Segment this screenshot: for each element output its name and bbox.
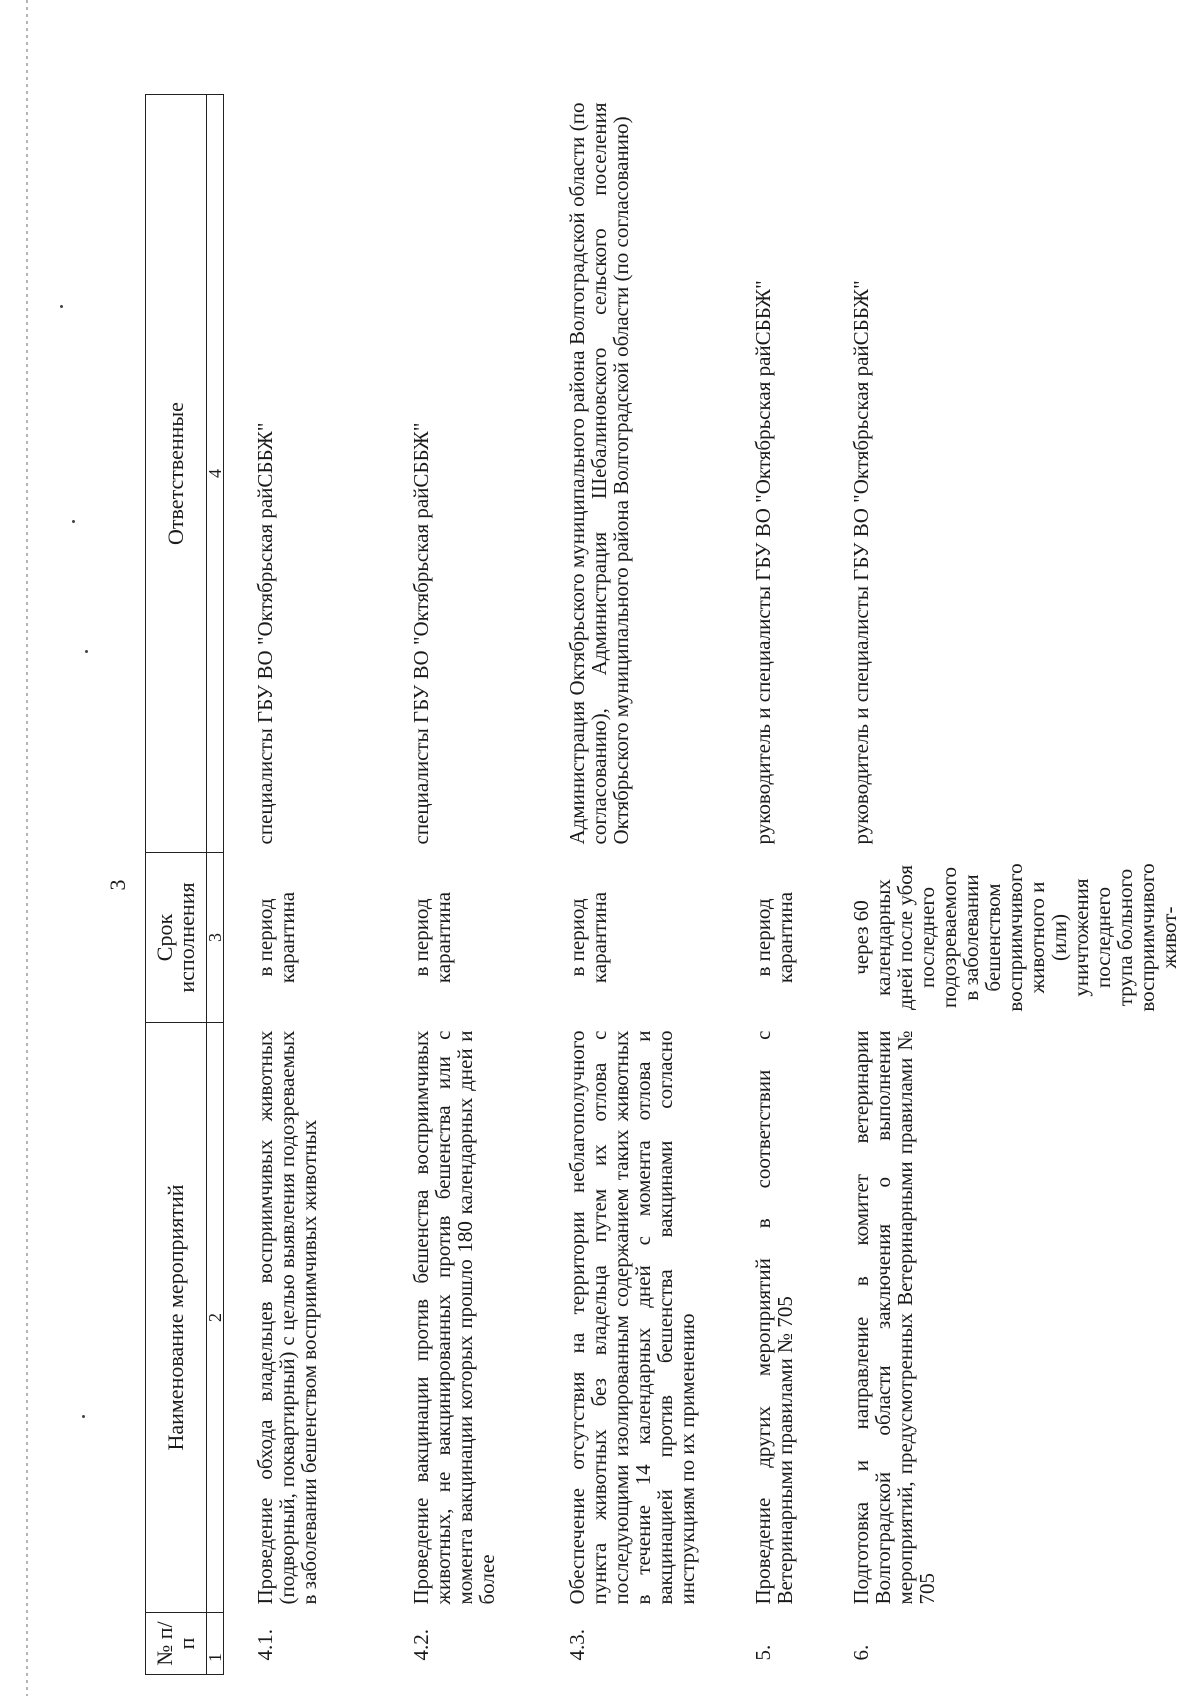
scan-edge-shadow <box>26 0 28 1696</box>
row-deadline: в период карантина <box>751 891 797 984</box>
row-measure: Проведение обхода владельцев восприимчивых животных (подворный, поквартирный) с целью выявления подозреваемых в заболевании бешенством восприимчивых животных <box>253 1030 321 1605</box>
row-responsible: руководитель и специалисты ГБУ ВО "Октябрьская райСББЖ" <box>849 280 873 845</box>
row-number: 4.2. <box>409 1629 433 1661</box>
column-number: 4 <box>207 95 224 853</box>
scan-speck <box>82 1415 85 1418</box>
header-measures: Наименование мероприятий <box>146 1023 207 1613</box>
row-measure: Подготовка и направление в комитет ветеринарии Волгоградской области заключения о выполнении мероприятий, предусмотренных Ветеринарными правилами № 705 <box>849 1030 939 1605</box>
header-responsible: Ответственные <box>146 95 207 853</box>
row-responsible: специалисты ГБУ ВО "Октябрьская райСББЖ" <box>409 422 433 845</box>
row-measure: Проведение других мероприятий в соответствии с Ветеринарными правилами № 705 <box>751 1030 797 1605</box>
table-row <box>746 95 844 1675</box>
column-number: 1 <box>207 1613 224 1675</box>
table-column-numbers-row <box>207 95 224 1675</box>
row-number: 6. <box>849 1644 873 1661</box>
row-deadline: в период карантина <box>253 891 299 984</box>
table-header-row <box>146 95 207 1675</box>
row-responsible: специалисты ГБУ ВО "Октябрьская райСББЖ" <box>253 422 277 845</box>
measures-table <box>145 94 1180 1675</box>
row-number: 4.1. <box>253 1629 277 1661</box>
rotated-document-page <box>105 95 1185 1675</box>
row-measure: Обеспечение отсутствия на территории неблагополучного пункта животных без владельца путем их отлова с последующими изолированным содержанием таких животных в течение 14 календарных дней с момента отлова и вакцинацией против бешенства вакцинами согласно инструкциям по их применению <box>565 1030 699 1605</box>
row-deadline: в период карантина <box>565 891 611 984</box>
column-number: 3 <box>207 853 224 1023</box>
row-number: 4.3. <box>565 1629 589 1661</box>
row-responsible: руководитель и специалисты ГБУ ВО "Октябрьская райСББЖ" <box>751 280 775 845</box>
row-measure: Проведение вакцинации против бешенства восприимчивых животных, не вакцинированных против бешенства или с момента вакцинации которых прошло 180 календарных дней и более <box>409 1030 499 1605</box>
row-deadline: в период карантина <box>409 891 455 984</box>
column-number: 2 <box>207 1023 224 1613</box>
table-row <box>404 95 560 1675</box>
row-number: 5. <box>751 1644 775 1661</box>
row-responsible: Администрация Октябрьского муниципального района Волгоградской области (по согласованию), Администрация Шебалиновского сельского поселения Октябрьского муниципального района Волгоградской области (по согласованию) <box>565 102 633 845</box>
scan-speck <box>60 305 63 308</box>
row-deadline: через 60 календарных дней после убоя последнего подозреваемого в заболевании бешенством восприимчивого животного и (или) уничтожения последнего трупа больного восприимчивого живот- <box>849 863 1181 1012</box>
page-number: 3 <box>105 879 130 891</box>
header-deadline: Срок исполнения <box>146 853 207 1023</box>
table-row <box>560 95 746 1675</box>
header-number: № п/п <box>146 1613 207 1675</box>
table-row <box>248 95 404 1675</box>
scan-speck <box>72 520 75 523</box>
scan-speck <box>85 650 88 653</box>
table-row <box>844 95 1180 1675</box>
